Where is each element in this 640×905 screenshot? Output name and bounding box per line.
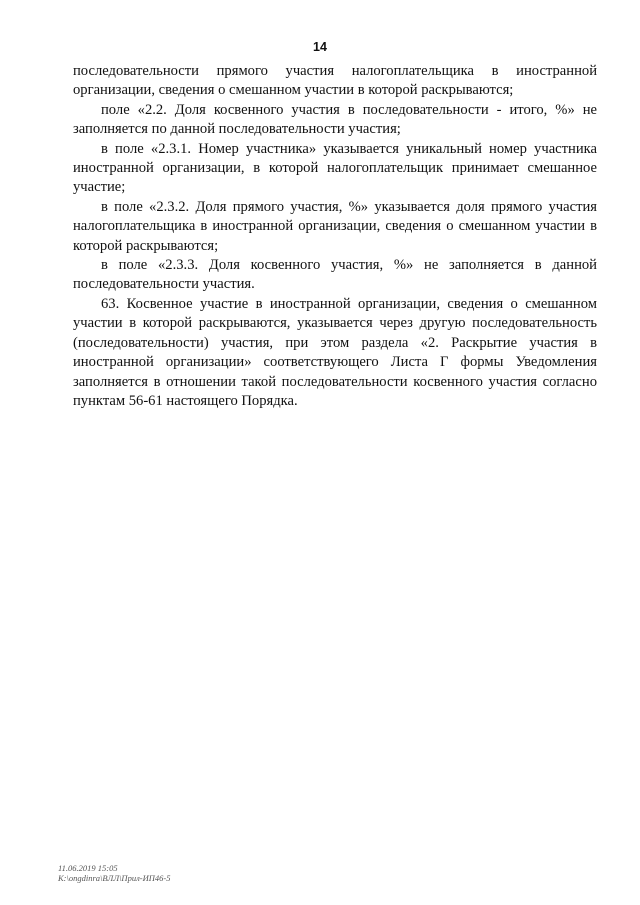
paragraph: последовательности прямого участия налогоплательщика в иностранной организации, сведения о смешанном участии в которой раскрываются; — [73, 63, 597, 99]
paragraph: в поле «2.3.1. Номер участника» указывается уникальный номер участника иностранной организации, в которой налогоплательщик принимает смешанное участие; — [73, 140, 597, 196]
footer-file-path: К:\ongdinra\ВЛЛ\Прил-ИП46-5 — [58, 873, 171, 883]
footer-timestamp: 11.06.2019 15:05 — [58, 863, 118, 873]
paragraph: 63. Косвенное участие в иностранной организации, сведения о смешанном участии в которой раскрываются, указывается через другую последовательность (последовательности) участия, при этом раздела «2. Раскрытие участия в иностранной организации» соответствующего Листа Г формы Уведомления заполняется в отношении такой последовательности косвенного участия согласно пунктам 56-61 настоящего Порядка. — [73, 295, 597, 409]
page-number: 14 — [313, 40, 327, 54]
paragraph: в поле «2.3.2. Доля прямого участия, %» указывается доля прямого участия налогоплательщика в иностранной организации, сведения о смешанном участии в которой раскрываются; — [73, 198, 597, 254]
paragraph: в поле «2.3.3. Доля косвенного участия, %» не заполняется в данной последовательности участия. — [73, 257, 597, 293]
footer-stamp — [58, 863, 170, 883]
document-body — [73, 62, 597, 411]
paragraph: поле «2.2. Доля косвенного участия в последовательности - итого, %» не заполняется по данной последовательности участия; — [73, 101, 597, 138]
